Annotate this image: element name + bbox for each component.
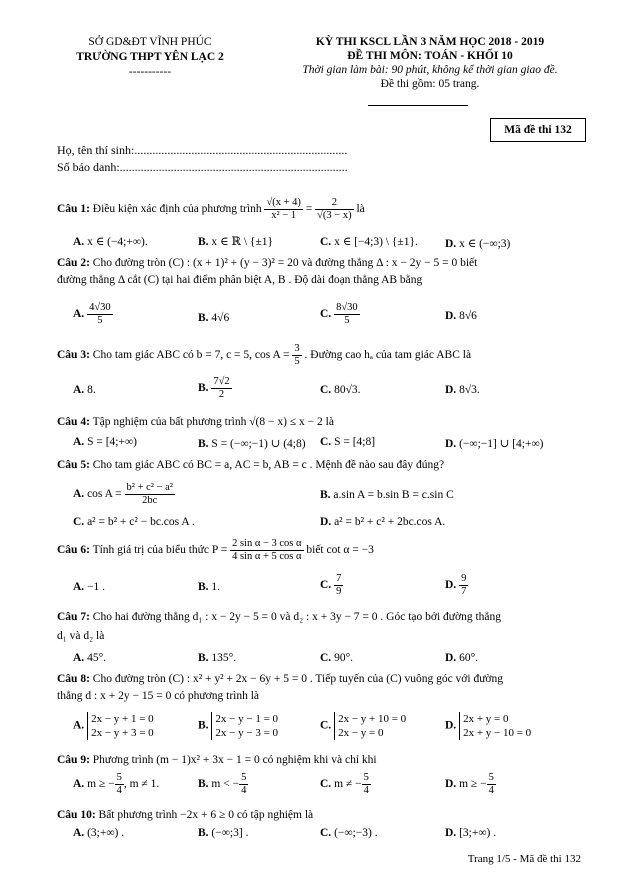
header-left [40, 35, 260, 80]
exam-subject: ĐỀ THI MÔN: TOÁN - KHỐI 10 [347, 50, 513, 62]
q8-option-d[interactable]: D. 2x + y = 0 2x + y − 10 = 0 [445, 713, 532, 739]
q9-option-d[interactable]: D. m ≥ − $\frac{5}{4}$ [445, 772, 494, 796]
q8-option-c[interactable]: C. 2x − y + 10 = 0 2x − y = 0 [320, 713, 407, 739]
q7-option-d[interactable]: D. 60°. [445, 652, 479, 664]
q1-rhs-fraction [315, 197, 353, 222]
q2-stem-line2: đường thẳng Δ cắt (C) tại hai điểm phân biệt A, B . Độ dài đoạn thẳng AB bằng [57, 274, 423, 286]
q10-option-b[interactable]: B. (−∞;3] . [198, 827, 249, 839]
q1-text: Điều kiện xác định của phương trình [92, 203, 262, 216]
q10-option-a[interactable]: A. (3;+∞) . [73, 827, 125, 839]
student-name-line[interactable]: Họ, tên thí sinh:....................................................................... [57, 143, 348, 157]
q9-option-a[interactable]: A. m ≥ − $\frac{5}{4}$ , m ≠ 1. [73, 772, 160, 796]
q6-option-b[interactable]: B. 1. [198, 581, 221, 593]
q1-option-a[interactable]: A. x ∈ (−4;+∞). [73, 236, 148, 248]
q2-option-b[interactable]: B. 4√6 [198, 312, 230, 324]
q6-option-d[interactable]: D. $\frac{9}{7}$ [445, 573, 467, 597]
header-right [260, 35, 600, 91]
q5-option-a[interactable]: A. cos A = $\frac{\text{b² + c² − a²}}{2bc}$ [73, 482, 173, 506]
q1-rhs-den: √(3 − x) [317, 210, 352, 221]
q5-stem: Câu 5: Cho tam giác ABC có BC = a, AC = b, AB = c . Mệnh đề nào sau đây đúng? [57, 459, 445, 471]
header-rule [368, 105, 468, 106]
q2-option-c[interactable]: C. $\frac{8√30}{5}$ [320, 302, 358, 326]
student-id-line[interactable]: Số báo danh:............................................................................ [57, 160, 348, 174]
q1-equals: = [305, 203, 313, 216]
q8-stem-line2: thẳng d : x + 2y − 15 = 0 có phương trình là [57, 690, 260, 702]
q3-option-c[interactable]: C. 80√3. [320, 384, 361, 396]
q10-option-d[interactable]: D. [3;+∞) . [445, 827, 497, 839]
q1-lhs-den: x² − 1 [271, 210, 297, 221]
q2-option-d[interactable]: D. 8√6 [445, 310, 477, 322]
q6-stem: Câu 6: Tính giá trị của biểu thức P = $\frac{\text{2 sin α − 3 cos α}}{\text{4 sin α + 5 cos α}}$ biết cot α = −3 [57, 538, 374, 562]
q7-option-c[interactable]: C. 90°. [320, 652, 354, 664]
exam-title: KỲ THI KSCL LẦN 3 NĂM HỌC 2018 - 2019 [315, 36, 545, 48]
q1-tail: là [356, 203, 365, 216]
q4-option-b[interactable]: B. S = (−∞;−1) ∪ (4;8) [198, 438, 306, 450]
page-footer: Trang 1/5 - Mã đề thi 132 [467, 853, 581, 865]
q8-option-a[interactable]: A. 2x − y + 1 = 0 2x − y + 3 = 0 [73, 713, 154, 739]
q9-option-b[interactable]: B. m < − $\frac{5}{4}$ [198, 772, 247, 796]
q5-option-c[interactable]: C. a² = b² + c² − bc.cos A . [73, 516, 195, 528]
q2-option-a[interactable]: A. $\frac{4√30}{5}$ [73, 302, 111, 326]
q1-rhs-num: 2 [315, 197, 353, 210]
q10-option-c[interactable]: C. (−∞;−3) . [320, 827, 378, 839]
q1-option-c[interactable]: C. x ∈ [−4;3) \ {±1}. [320, 236, 418, 248]
q8-stem-line1: Câu 8: Cho đường tròn (C) : x² + y² + 2x − 6y + 5 = 0 . Tiếp tuyến của (C) vuông góc với đường [57, 673, 504, 685]
q4-stem: Câu 4: Tập nghiệm của bất phương trình √(8 − x) ≤ x − 2 là [57, 416, 334, 428]
q1-option-b[interactable]: B. x ∈ ℝ \ {±1} [198, 236, 274, 248]
q4-option-d[interactable]: D. (−∞;−1] ∪ [4;+∞) [445, 438, 544, 450]
q2-stem-line1: Câu 2: Cho đường tròn (C) : (x + 1)² + (y − 3)² = 20 và đường thẳng Δ : x − 2y − 5 = 0 biết [57, 257, 478, 269]
q1-stem [57, 197, 365, 222]
q1-label: Câu 1: [57, 203, 90, 216]
q6-option-c[interactable]: C. $\frac{7}{9}$ [320, 573, 342, 597]
q5-option-b[interactable]: B. a.sin A = b.sin B = c.sin C [320, 489, 454, 501]
q7-stem-line1: Câu 7: Cho hai đường thẳng d₁ : x − 2y − 5 = 0 và d₂ : x + 3y − 7 = 0 . Góc tạo bởi đường thẳng [57, 611, 502, 623]
q3-option-a[interactable]: A. 8. [73, 384, 96, 396]
q1-option-d[interactable]: D. x ∈ (−∞;3) [445, 238, 511, 250]
q9-option-c[interactable]: C. m ≠ − $\frac{5}{4}$ [320, 772, 369, 796]
dept-name: SỞ GD&ĐT VĨNH PHÚC [88, 36, 212, 48]
q9-stem: Câu 9: Phương trình (m − 1)x² + 3x − 1 = 0 có nghiệm khi và chỉ khi [57, 754, 377, 766]
q5-option-d[interactable]: D. a² = b² + c² + 2bc.cos A. [320, 516, 446, 528]
q1-lhs-num: √(x + 4) [266, 197, 301, 208]
school-name: TRƯỜNG THPT YÊN LẠC 2 [76, 51, 224, 63]
time-note: Thời gian làm bài: 90 phút, không kể thời gian giao đề. [302, 64, 558, 76]
q1-lhs-fraction [264, 197, 302, 222]
pages-note: Đề thi gồm: 05 trang. [380, 78, 480, 90]
q7-option-a[interactable]: A. 45°. [73, 652, 107, 664]
q4-option-c[interactable]: C. S = [4;8] [320, 436, 376, 448]
q7-option-b[interactable]: B. 135°. [198, 652, 237, 664]
header-dashes: ----------- [128, 66, 172, 78]
q3-option-b[interactable]: B. $\frac{7√2}{2}$ [198, 376, 230, 400]
exam-code-box: Mã đề thi 132 [490, 118, 586, 142]
q3-option-d[interactable]: D. 8√3. [445, 384, 480, 396]
q4-option-a[interactable]: A. S = [4;+∞) [73, 436, 137, 448]
q8-option-b[interactable]: B. 2x − y − 1 = 0 2x − y − 3 = 0 [198, 713, 279, 739]
q10-stem: Câu 10: Bất phương trình −2x + 6 ≥ 0 có tập nghiệm là [57, 809, 314, 821]
q7-stem-line2: d₁ và d₂ là [57, 630, 105, 642]
q6-option-a[interactable]: A. −1 . [73, 581, 106, 593]
q3-stem: Câu 3: Cho tam giác ABC có b = 7, c = 5, cos A = $\frac{3}{5}$ . Đường cao hₐ của tam giác ABC là [57, 343, 472, 367]
